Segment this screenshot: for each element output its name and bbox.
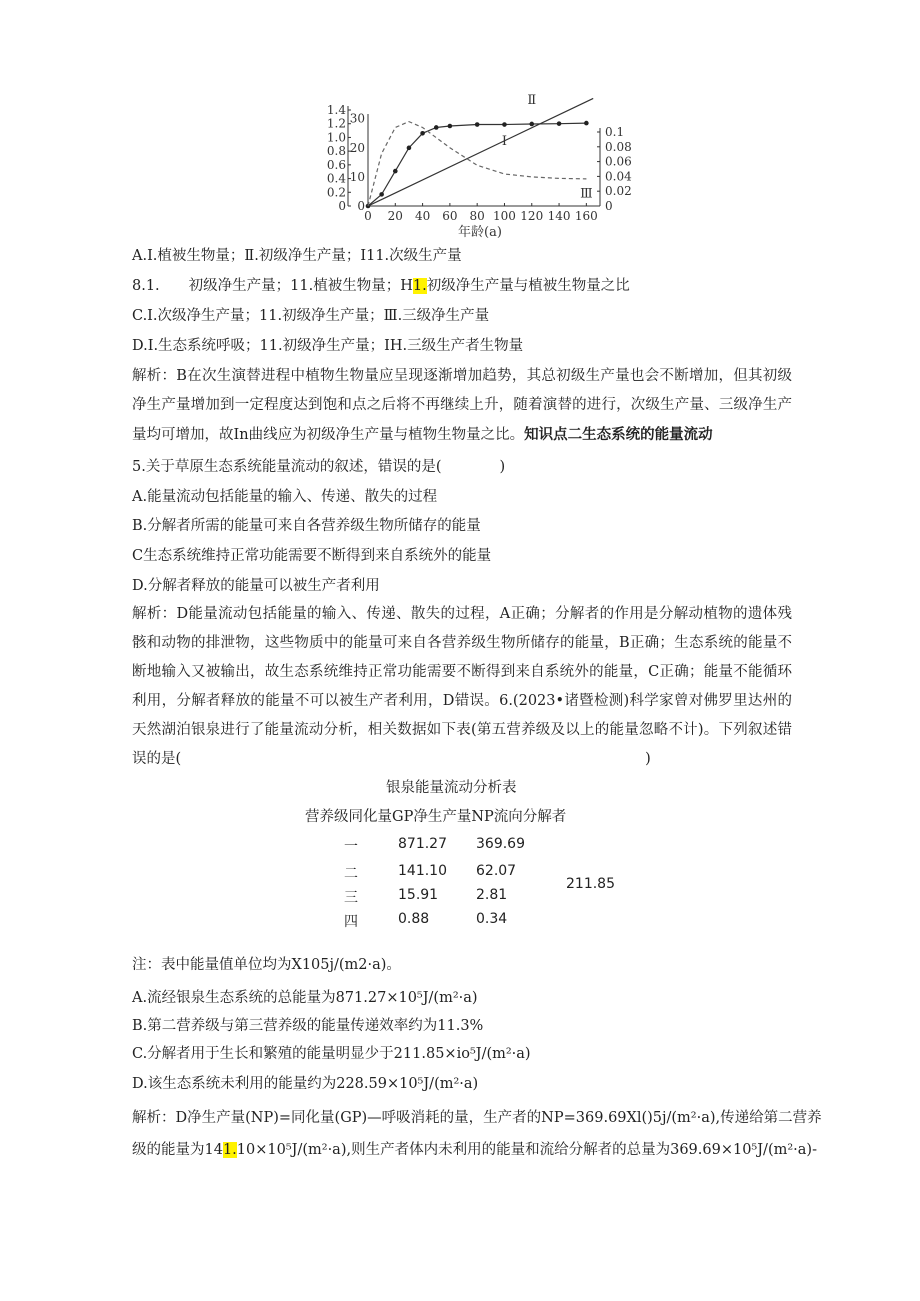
row-3-level: 三	[344, 890, 358, 906]
analysis-1-text: 解析：B在次生演替进程中植物生物量应呈现逐渐增加趋势，其总初级生产量也会不断增加，但其初级净生产量增加到一定程度达到饱和点之后将不再继续上升，随着演替的进行，次级生产量、三级净生产量均可增加，故In曲线应为初级净生产量与植物生物量之比。	[132, 368, 792, 443]
right-y-tick-label: 0.04	[605, 169, 632, 184]
table-note: 注：表中能量值单位均为X105j/(m2·a)。	[132, 957, 401, 973]
series-point	[448, 124, 453, 129]
x-tick-label: 20	[387, 209, 403, 223]
row-4-level: 四	[344, 914, 358, 930]
question-5-stem: 5.关于草原生态系统能量流动的叙述，错误的是( )	[132, 459, 506, 475]
x-tick-label: 140	[547, 209, 571, 223]
row-3-np: 2.81	[476, 887, 508, 903]
highlight-mark: 1.	[412, 278, 427, 294]
series-line-Ⅰ	[368, 123, 586, 206]
inner-y-tick-label: 20	[349, 140, 365, 155]
outer-y-tick-label: 1.2	[326, 116, 346, 131]
question-6-option-d: D.该生态系统未利用的能量约为228.59×10⁵J/(m²·a)	[132, 1076, 479, 1092]
decomposer-value: 211.85	[566, 876, 615, 892]
inner-y-tick-label: 10	[349, 169, 365, 184]
outer-y-tick-label: 0.8	[326, 144, 346, 159]
row-2-level: 二	[344, 866, 358, 882]
analysis-paragraph-1	[132, 362, 792, 450]
right-y-tick-label: 0	[605, 199, 613, 213]
row-3-gp: 15.91	[398, 887, 439, 903]
right-y-tick-label: 0.02	[605, 184, 632, 199]
outer-y-tick-label: 1.0	[326, 130, 346, 145]
question-6-option-a: A.流经银泉生态系统的总能量为871.27×10⁵J/(m²·a)	[132, 990, 478, 1006]
chart-x-axis-label: 年龄(a)	[458, 225, 502, 240]
x-tick-label: 0	[364, 209, 372, 223]
row-1-level: 一	[344, 839, 358, 855]
series-point	[420, 131, 425, 136]
inner-y-tick-label: 30	[349, 111, 365, 126]
question-6-option-c: C.分解者用于生长和繁殖的能量明显少于211.85×io⁵J/(m²·a)	[132, 1046, 531, 1062]
series-point	[475, 122, 480, 127]
series-line-Ⅲ	[368, 122, 586, 206]
question-5-option-c: C生态系统维持正常功能需要不断得到来自系统外的能量	[132, 548, 492, 564]
table-title: 银泉能量流动分析表	[386, 780, 517, 796]
analysis-paragraph-2: 解析：D能量流动包括能量的输入、传递、散失的过程，A正确；分解者的作用是分解动植物的遗体残骸和动物的排泄物，这些物质中的能量可来自各营养级生物所储存的能量，B正确；生态系统的能量不断地输入又被输出，故生态系统维持正常功能需要不断得到来自系统外的能量，C正确；能量不能循环利用，分解者释放的能量不可以被生产者利用，D错误。6.(2023•诸暨检测)科学家曾对佛罗里达州的天然湖泊银泉进行了能量流动分析，相关数据如下表(第五营养级及以上的能量忽略不计)。下列叙述错误的是( )	[132, 606, 792, 767]
x-tick-label: 60	[442, 209, 458, 223]
x-tick-label: 160	[574, 209, 598, 223]
right-y-tick-label: 0.1	[605, 125, 625, 139]
outer-y-tick-label: 1.4	[326, 103, 346, 117]
analysis-3-line-2-post: 10×10⁵J/(m²·a),则生产者体内未利用的能量和流给分解者的总量为369.69×10⁵J/(m²·a)-	[236, 1142, 817, 1158]
x-tick-label: 40	[414, 209, 431, 223]
inner-y-tick-label: 0	[357, 199, 365, 213]
question-5-option-d: D.分解者释放的能量可以被生产者利用	[132, 578, 380, 594]
option-c-top: C.Ⅰ.次级净生产量；11.初级净生产量；Ⅲ.三级净生产量	[132, 308, 490, 324]
option-a-top: A.Ⅰ.植被生物量；Ⅱ.初级净生产量；Ⅰ11.次级生产量	[132, 248, 462, 264]
series-label: Ⅱ	[527, 93, 537, 109]
right-y-tick-label: 0.06	[605, 154, 632, 169]
question-5-option-a: A.能量流动包括能量的输入、传递、散失的过程	[132, 489, 438, 505]
series-point	[393, 169, 398, 174]
series-point	[557, 121, 562, 126]
series-point	[502, 122, 507, 127]
question-6-option-b: B.第二营养级与第三营养级的能量传递效率约为11.3%	[132, 1018, 484, 1034]
analysis-3-line-1: 解析：D净生产量(NP)=同化量(GP)—呼吸消耗的量，生产者的NP=369.69Xl()5j/(m²·a),传递给第二营养	[132, 1110, 822, 1126]
analysis-3-line-2	[132, 1140, 817, 1160]
series-label: Ⅲ	[580, 186, 593, 202]
row-1-gp: 871.27	[398, 836, 447, 852]
option-b-pre: 8.1. 初级净生产量；11.植被生物量；H	[132, 278, 413, 294]
outer-y-tick-label: 0.2	[326, 185, 346, 200]
option-d-top: D.Ⅰ.生态系统呼吸；11.初级净生产量；ⅠH.三级生产者生物量	[132, 338, 524, 354]
option-b-top	[132, 276, 630, 296]
x-tick-label: 100	[493, 209, 516, 223]
energy-curve-chart	[320, 93, 632, 240]
right-y-tick-label: 0.08	[605, 139, 632, 154]
outer-y-tick-label: 0.4	[326, 171, 346, 186]
table-header: 营养级同化量GP净生产量NP流向分解者	[305, 809, 567, 825]
row-2-gp: 141.10	[398, 863, 447, 879]
outer-y-tick-label: 0.6	[326, 157, 346, 172]
row-4-np: 0.34	[476, 911, 508, 927]
series-point	[529, 122, 534, 127]
series-label: Ⅰ	[501, 133, 508, 149]
series-point	[584, 121, 589, 126]
series-line-Ⅱ	[368, 98, 593, 206]
series-point	[407, 146, 412, 151]
highlight-mark: 1.	[222, 1142, 237, 1158]
row-1-np: 369.69	[476, 836, 525, 852]
x-tick-label: 80	[469, 209, 485, 223]
row-4-gp: 0.88	[398, 911, 430, 927]
series-point	[379, 192, 384, 197]
section-heading-energy-flow: 知识点二生态系统的能量流动	[524, 426, 713, 443]
analysis-3-line-2-pre: 级的能量为14	[132, 1142, 223, 1158]
question-5-option-b: B.分解者所需的能量可来自各营养级生物所储存的能量	[132, 518, 481, 534]
x-tick-label: 120	[520, 209, 544, 223]
outer-y-tick-label: 0	[338, 199, 346, 213]
series-point	[434, 125, 439, 130]
option-b-post: 初级净生产量与植被生物量之比	[426, 278, 630, 294]
row-2-np: 62.07	[476, 863, 517, 879]
